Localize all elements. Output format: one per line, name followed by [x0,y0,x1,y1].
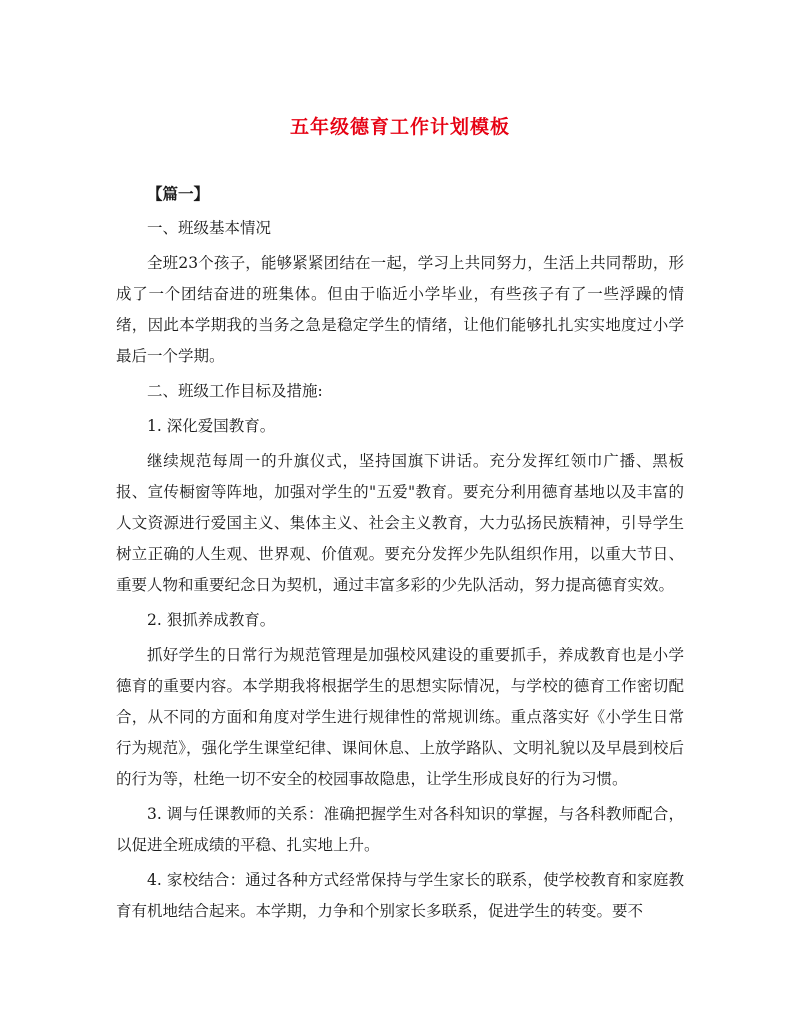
heading-basic-situation: 一、班级基本情况 [147,219,272,237]
item-3: 3. 调与任课教师的关系：准确把握学生对各科知识的掌握，与各科教师配合，以促进全班成绩的平稳、扎实地上升。 [116,805,684,854]
section-label: 【篇一】 [147,184,210,203]
item-2-body: 抓好学生的日常行为规范管理是加强校风建设的重要抓手，养成教育也是小学德育的重要内容。本学期我将根据学生的思想实际情况，与学校的德育工作密切配合，从不同的方面和角度对学生进行规律性的常规训练。重点落实好《小学生日常行为规范》，强化学生课堂纪律、课间休息、上放学路队、文明礼貌以及早晨到校后的行为等，杜绝一切不安全的校园事故隐患，让学生形成良好的行为习惯。 [116,646,684,788]
item-4: 4. 家校结合：通过各种方式经常保持与学生家长的联系，使学校教育和家庭教育有机地结合起来。本学期，力争和个别家长多联系，促进学生的转变。要不 [116,871,684,920]
paragraph-basic-situation: 全班23个孩子，能够紧紧团结在一起，学习上共同努力，生活上共同帮助，形成了一个团结奋进的班集体。但由于临近小学毕业，有些孩子有了一些浮躁的情绪，因此本学期我的当务之急是稳定学生的情绪，让他们能够扎扎实实地度过小学最后一个学期。 [116,254,684,365]
item-2-title: 2. 狠抓养成教育。 [147,611,276,629]
item-1-body: 继续规范每周一的升旗仪式，坚持国旗下讲话。充分发挥红领巾广播、黑板报、宣传橱窗等阵地，加强对学生的"五爱"教育。要充分利用德育基地以及丰富的人文资源进行爱国主义、集体主义、社会主义教育，大力弘扬民族精神，引导学生树立正确的人生观、世界观、价值观。要充分发挥少先队组织作用，以重大节日、重要人物和重要纪念日为契机，通过丰富多彩的少先队活动，努力提高德育实效。 [116,452,684,594]
document-body [116,178,684,931]
document-title: 五年级德育工作计划模板 [289,116,510,138]
item-1-title: 1. 深化爱国教育。 [147,417,276,435]
heading-goals-measures: 二、班级工作目标及措施: [147,382,323,400]
